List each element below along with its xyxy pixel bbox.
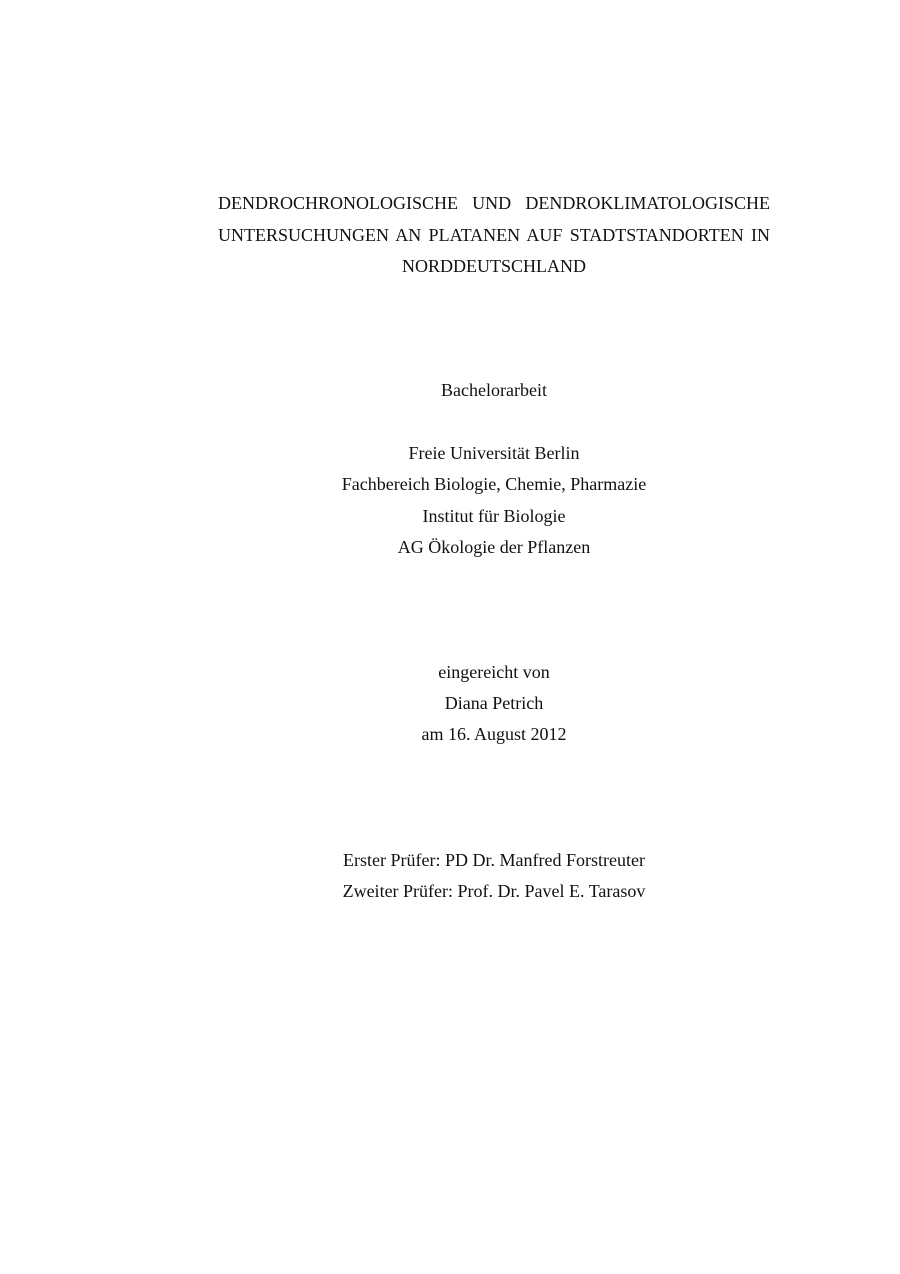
thesis-type: Bachelorarbeit	[441, 380, 547, 400]
institute-name: Institut für Biologie	[422, 506, 566, 526]
working-group-name: AG Ökologie der Pflanzen	[397, 537, 591, 557]
second-examiner: Zweiter Prüfer: Prof. Dr. Pavel E. Tarasov	[342, 881, 646, 901]
first-examiner: Erster Prüfer: PD Dr. Manfred Forstreuter	[343, 850, 645, 870]
department-name: Fachbereich Biologie, Chemie, Pharmazie	[341, 474, 647, 494]
submitted-by-label: eingereicht von	[438, 662, 550, 682]
thesis-title-line-3: NORDDEUTSCHLAND	[402, 256, 586, 276]
university-name: Freie Universität Berlin	[408, 443, 580, 463]
submission-date: am 16. August 2012	[421, 724, 567, 744]
thesis-title-line-2: UNTERSUCHUNGEN AN PLATANEN AUF STADTSTANDORTEN IN	[218, 225, 770, 245]
thesis-title-line-1: DENDROCHRONOLOGISCHE UND DENDROKLIMATOLOGISCHE	[218, 193, 770, 213]
author-name: Diana Petrich	[444, 693, 544, 713]
